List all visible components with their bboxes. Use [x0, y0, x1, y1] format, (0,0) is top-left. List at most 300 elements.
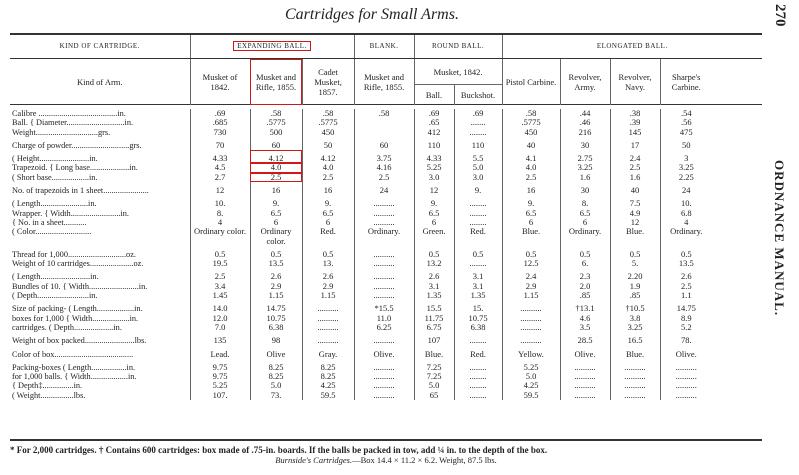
table-cell: 3.8: [610, 314, 660, 323]
table-cell: Ordinary color.: [190, 227, 250, 246]
table-cell: 9.: [502, 195, 560, 208]
table-cell: 0.5: [610, 246, 660, 259]
table-cell: 2.5: [354, 173, 414, 182]
table-cell: 1.15: [250, 291, 302, 300]
table-cell: 3.1: [454, 268, 502, 281]
group-round-ball: ROUND BALL.: [414, 34, 502, 59]
table-cell: ..........: [302, 323, 354, 332]
table-cell: Olive.: [660, 346, 712, 359]
footnote-burnside: Burnside's Cartridges.: [275, 455, 353, 465]
table-cell: 7.0: [190, 323, 250, 332]
table-cell: 16: [250, 182, 302, 195]
table-cell: 13.5: [250, 259, 302, 268]
footnotes: [10, 439, 762, 465]
table-row: [10, 291, 762, 300]
table-cell: .69: [190, 109, 250, 118]
table-cell: 0.5: [414, 246, 454, 259]
table-cell: ..........: [354, 391, 414, 400]
table-cell: Red.: [454, 346, 502, 359]
col-header: Musket of 1842.: [190, 59, 250, 105]
table-cell: 14.0: [190, 300, 250, 313]
table-row: [10, 372, 762, 381]
table-row: [10, 391, 762, 400]
table-cell: Olive.: [560, 346, 610, 359]
row-label: Weight of 10 cartridges.....................oz.: [12, 259, 144, 269]
table-cell: 3.25: [660, 163, 712, 172]
table-row: [10, 314, 762, 323]
table-cell: 450: [302, 128, 354, 137]
row-label: Size of packing- ( Length..................in.: [12, 304, 143, 314]
table-row: [10, 300, 762, 313]
table-cell: ..........: [354, 332, 414, 345]
table-cell: 5.0: [414, 381, 454, 390]
row-label: Weight..............................grs.: [12, 127, 111, 137]
table-cell: ........: [454, 259, 502, 268]
table-cell: 6.5: [414, 209, 454, 218]
table-cell: 0.5: [560, 246, 610, 259]
table-row: [10, 218, 762, 227]
row-label: Color of box......................................: [12, 349, 134, 359]
table-cell: ..........: [502, 300, 560, 313]
col-header: Ball.: [414, 85, 454, 105]
table-cell: ..........: [610, 381, 660, 390]
table-cell: 2.7: [190, 173, 250, 182]
table-cell: 4.1: [502, 150, 560, 163]
table-cell: 2.5: [660, 282, 712, 291]
table-cell: 1.15: [302, 291, 354, 300]
table-cell: Blue.: [502, 227, 560, 246]
row-label: Charge of powder............................grs.: [12, 140, 142, 150]
col-header: Musket and Rifle, 1855.: [354, 59, 414, 105]
row-label: Thread for 1,000............................oz.: [12, 249, 136, 259]
table-cell: 2.5: [190, 268, 250, 281]
table-cell: ..........: [354, 209, 414, 218]
table-cell: Red.: [454, 227, 502, 246]
table-cell: 6: [560, 218, 610, 227]
table-cell: 30: [560, 182, 610, 195]
table-cell: 4.12: [302, 150, 354, 163]
table-cell: 6: [302, 218, 354, 227]
table-cell: ..........: [354, 372, 414, 381]
table-cell: 59.5: [502, 391, 560, 400]
table-cell: Red.: [302, 227, 354, 246]
table-cell: Green.: [414, 227, 454, 246]
table-row: [10, 381, 762, 390]
table-cell: 24: [660, 182, 712, 195]
table-cell: 2.25: [660, 173, 712, 182]
table-cell: 11.0: [354, 314, 414, 323]
table-row: [10, 137, 762, 150]
table-cell: 6.38: [250, 323, 302, 332]
table-cell: 16: [502, 182, 560, 195]
table-cell: ..........: [302, 300, 354, 313]
table-cell: 4.25: [302, 381, 354, 390]
table-cell: ..........: [354, 359, 414, 372]
table-row: [10, 332, 762, 345]
table-cell: Ordinary.: [354, 227, 414, 246]
table-row: [10, 182, 762, 195]
table-cell: Ordinary.: [660, 227, 712, 246]
table-cell: 6.75: [414, 323, 454, 332]
table-cell: 145: [610, 128, 660, 137]
table-cell: 3: [660, 150, 712, 163]
table-cell: 2.6: [302, 268, 354, 281]
table-cell: .5775: [250, 118, 302, 127]
table-cell: ..........: [660, 381, 712, 390]
table-cell: †10.5: [610, 300, 660, 313]
cartridge-table: [10, 33, 762, 400]
table-cell: 3.0: [454, 173, 502, 182]
table-cell: 6.5: [502, 209, 560, 218]
table-row: [10, 259, 762, 268]
table-cell: 2.6: [250, 268, 302, 281]
page-title: Cartridges for Small Arms.: [285, 6, 459, 23]
table-cell: .685: [190, 118, 250, 127]
group-elongated-ball: ELONGATED BALL.: [502, 34, 762, 59]
table-cell: ..........: [502, 323, 560, 332]
table-cell: ........: [454, 128, 502, 137]
side-running-title: ORDNANCE MANUAL.: [772, 160, 787, 317]
table-cell: 28.5: [560, 332, 610, 345]
row-label: Ball. { Diameter............................in.: [12, 118, 134, 128]
table-cell: 6.8: [660, 209, 712, 218]
table-cell: ........: [454, 372, 502, 381]
table-cell: ..........: [502, 332, 560, 345]
table-cell: ..........: [560, 391, 610, 400]
table-cell: 2.3: [560, 268, 610, 281]
table-cell: 6.5: [302, 209, 354, 218]
table-cell: 4.33: [190, 150, 250, 163]
row-label: ( Length.......................in.: [12, 199, 97, 209]
table-cell: 4: [660, 218, 712, 227]
table-cell: 14.75: [660, 300, 712, 313]
table-cell: ........: [454, 391, 502, 400]
table-cell: 9.: [454, 182, 502, 195]
table-cell: .58: [354, 109, 414, 118]
table-cell: ..........: [354, 282, 414, 291]
table-cell: .85: [610, 291, 660, 300]
table-cell: 5.2: [660, 323, 712, 332]
table-cell: .56: [660, 118, 712, 127]
table-cell: 5.0: [454, 163, 502, 172]
table-cell: .58: [302, 109, 354, 118]
group-blank: BLANK.: [354, 34, 414, 59]
table-cell: Blue.: [610, 346, 660, 359]
table-cell: 12.5: [502, 259, 560, 268]
table-cell: 107: [414, 332, 454, 345]
table-cell: ..........: [354, 218, 414, 227]
table-cell: ........: [454, 209, 502, 218]
table-cell: .58: [502, 109, 560, 118]
table-cell: 8.9: [660, 314, 712, 323]
row-label: ( Weight................lbs.: [12, 390, 86, 400]
row-label: ( Length........................in.: [12, 272, 99, 282]
table-cell: ..........: [610, 372, 660, 381]
table-cell: 13.: [302, 259, 354, 268]
table-cell: 0.5: [302, 246, 354, 259]
table-cell: ........: [454, 218, 502, 227]
table-cell: 6: [250, 218, 302, 227]
table-cell: .58: [250, 109, 302, 118]
table-cell: 5.0: [250, 381, 302, 390]
table-cell: ..........: [660, 359, 712, 372]
table-cell: 9.: [250, 195, 302, 208]
page-number: 270: [772, 4, 788, 27]
table-cell: 50: [660, 137, 712, 150]
table-cell: 40: [610, 182, 660, 195]
table-cell: 216: [560, 128, 610, 137]
table-cell: Blue.: [414, 346, 454, 359]
table-cell: .38: [610, 109, 660, 118]
row-label: { Depth‡...............in.: [12, 381, 83, 391]
table-cell: 6.5: [560, 209, 610, 218]
table-cell: 3.1: [414, 282, 454, 291]
table-cell: 475: [660, 128, 712, 137]
table-cell: 59.5: [302, 391, 354, 400]
table-cell: 24: [354, 182, 414, 195]
col-header: Buckshot.: [454, 85, 502, 105]
table-cell: 8.25: [250, 372, 302, 381]
table-cell: 2.6: [414, 268, 454, 281]
table-cell: ..........: [302, 332, 354, 345]
table-cell: 5.25: [502, 359, 560, 372]
table-cell: ........: [454, 359, 502, 372]
table-cell: 5.0: [502, 372, 560, 381]
table-cell: 50: [302, 137, 354, 150]
table-cell: .5775: [302, 118, 354, 127]
table-cell: 2.5: [302, 173, 354, 182]
table-cell: 107.: [190, 391, 250, 400]
footnote-line-1: * For 2,000 cartridges. † Contains 600 cartridges: box made of .75-in. boards. If the balls be packed in tow, add ¼ in. to the depth of the box.: [10, 445, 548, 455]
table-cell: 14.75: [250, 300, 302, 313]
table-cell: 2.6: [660, 268, 712, 281]
table-cell: 19.5: [190, 259, 250, 268]
table-cell: 4.16: [354, 163, 414, 172]
table-cell: 4.9: [610, 209, 660, 218]
table-cell: 6: [502, 218, 560, 227]
table-cell: Olive: [250, 346, 302, 359]
table-row: [10, 150, 762, 163]
table-cell: ..........: [354, 259, 414, 268]
table-cell: 9.: [302, 195, 354, 208]
table-cell: ..........: [354, 246, 414, 259]
table-cell: Gray.: [302, 346, 354, 359]
group-expanding-ball: EXPANDING BALL.: [233, 41, 310, 51]
table-cell: .44: [560, 109, 610, 118]
row-label: Packing-boxes ( Length.................in.: [12, 362, 136, 372]
table-cell: 16.5: [610, 332, 660, 345]
table-cell: 3.0: [414, 173, 454, 182]
table-cell: 10.75: [250, 314, 302, 323]
table-cell: 1.1: [660, 291, 712, 300]
table-cell: 6: [414, 218, 454, 227]
table-cell: 0.5: [190, 246, 250, 259]
table-cell: .......: [454, 118, 502, 127]
row-label: ( Short base..................in.: [12, 172, 98, 182]
table-cell: ........: [454, 332, 502, 345]
table-cell: 1.15: [502, 291, 560, 300]
table-cell: ........: [454, 381, 502, 390]
table-cell: 13.5: [660, 259, 712, 268]
table-cell: 2.0: [560, 282, 610, 291]
table-cell: 2.5: [610, 163, 660, 172]
table-cell: 7.25: [414, 359, 454, 372]
group-kind-of-cartridge: KIND OF CARTRIDGE.: [10, 34, 190, 59]
table-cell: .85: [560, 291, 610, 300]
table-row: [10, 195, 762, 208]
table-cell: 73.: [250, 391, 302, 400]
table-cell: 2.20: [610, 268, 660, 281]
row-label: Calibre ......................................in.: [12, 109, 126, 118]
table-row: [10, 209, 762, 218]
table-cell: Ordinary.: [560, 227, 610, 246]
row-label: ( Depth.........................in.: [12, 291, 98, 301]
table-cell: 8.: [190, 209, 250, 218]
table-cell: 1.35: [414, 291, 454, 300]
table-cell: 3.4: [190, 282, 250, 291]
table-row: [10, 163, 762, 172]
table-cell: 2.4: [502, 268, 560, 281]
table-cell: 4.0: [502, 163, 560, 172]
table-cell: 2.4: [610, 150, 660, 163]
table-cell: 6.: [560, 259, 610, 268]
table-cell: 0.5: [454, 246, 502, 259]
table-row: [10, 282, 762, 291]
table-cell: 110: [414, 137, 454, 150]
table-cell: 2.9: [302, 282, 354, 291]
table-cell: 3.1: [454, 282, 502, 291]
table-cell: 4.5: [190, 163, 250, 172]
table-cell: 10.75: [454, 314, 502, 323]
table-cell: 1.9: [610, 282, 660, 291]
table-cell: 2.5: [502, 173, 560, 182]
row-label: Weight of box packed........................lbs.: [12, 336, 147, 346]
table-cell: 10.: [660, 195, 712, 208]
table-row: [10, 246, 762, 259]
table-cell: 4.33: [414, 150, 454, 163]
table-cell: 60: [354, 137, 414, 150]
table-cell: 8.25: [302, 372, 354, 381]
table-cell: ..........: [302, 314, 354, 323]
table-cell: 15.5: [414, 300, 454, 313]
footnote-line-2: [10, 455, 762, 465]
table-cell: 10.: [190, 195, 250, 208]
table-cell: 6.25: [354, 323, 414, 332]
table-row: [10, 109, 762, 118]
table-cell: 12: [414, 182, 454, 195]
table-cell: 8.25: [302, 359, 354, 372]
table-cell: Blue.: [610, 227, 660, 246]
table-cell: 4.25: [502, 381, 560, 390]
col-header: Cadet Musket, 1857.: [302, 59, 354, 105]
table-cell: ..........: [354, 291, 414, 300]
col-header: Revolver, Army.: [560, 59, 610, 105]
table-cell: ..........: [354, 195, 414, 208]
table-cell: 12: [190, 182, 250, 195]
table-cell: Lead.: [190, 346, 250, 359]
table-cell: 0.5: [660, 246, 712, 259]
row-label: boxes for 1,000 { Width..................in.: [12, 313, 139, 323]
table-cell: ..........: [354, 268, 414, 281]
table-cell: 9.75: [190, 359, 250, 372]
row-label: ( Height........................in.: [12, 154, 98, 164]
table-cell: ..........: [354, 381, 414, 390]
table-cell: 1.45: [190, 291, 250, 300]
table-cell: ..........: [610, 391, 660, 400]
table-cell: 6.5: [250, 209, 302, 218]
table-row: [10, 227, 762, 246]
table-row: [10, 346, 762, 359]
table-cell: ........: [454, 195, 502, 208]
table-cell: †13.1: [560, 300, 610, 313]
table-cell: Ordinary color.: [250, 227, 302, 246]
col-header-highlighted: Musket and Rifle, 1855.: [250, 59, 302, 105]
table-cell: 3.25: [610, 323, 660, 332]
table-cell: 12.0: [190, 314, 250, 323]
table-row: [10, 268, 762, 281]
footnote-burnside-dims: —Box 14.4 × 11.2 × 6.2. Weight, 87.5 lbs.: [352, 455, 497, 465]
table-cell: 4.0: [250, 163, 302, 172]
table-cell: 5.5: [454, 150, 502, 163]
table-cell: 5.25: [190, 381, 250, 390]
table-cell: 65: [414, 391, 454, 400]
row-label: for 1,000 balls. { Width..................in.: [12, 372, 137, 382]
table-cell: 2.5: [250, 173, 302, 182]
table-cell: 12: [610, 218, 660, 227]
table-cell: ..........: [660, 391, 712, 400]
table-cell: 8.: [560, 195, 610, 208]
table-cell: 3.25: [560, 163, 610, 172]
row-label: Bundles of 10. { Width........................in.: [12, 281, 148, 291]
table-cell: 500: [250, 128, 302, 137]
table-row: [10, 173, 762, 182]
table-cell: 1.35: [454, 291, 502, 300]
table-cell: 5.: [610, 259, 660, 268]
row-label: cartridges. ( Depth...................in.: [12, 322, 122, 332]
table-cell: 15.: [454, 300, 502, 313]
table-cell: *15.5: [354, 300, 414, 313]
table-cell: 730: [190, 128, 250, 137]
table-cell: .69: [414, 109, 454, 118]
table-cell: 30: [560, 137, 610, 150]
col-header: Sharpe's Carbine.: [660, 59, 712, 105]
table-body: [10, 109, 762, 400]
table-cell: 78.: [660, 332, 712, 345]
table-cell: 9.75: [190, 372, 250, 381]
table-cell: .69: [454, 109, 502, 118]
table-cell: 1.6: [610, 173, 660, 182]
col-header: Pistol Carbine.: [502, 59, 560, 105]
table-cell: ..........: [610, 359, 660, 372]
table-cell: 2.75: [560, 150, 610, 163]
table-cell: .5775: [502, 118, 560, 127]
table-cell: Yellow.: [502, 346, 560, 359]
table-cell: 5.25: [414, 163, 454, 172]
col-header: Revolver, Navy.: [610, 59, 660, 105]
table-cell: 450: [502, 128, 560, 137]
table-cell: 4.6: [560, 314, 610, 323]
table-cell: 70: [190, 137, 250, 150]
table-cell: 412: [414, 128, 454, 137]
row-label: ( Color...........................: [12, 227, 92, 237]
row-label: No. of trapezoids in 1 sheet......................: [12, 186, 149, 196]
table-row: [10, 118, 762, 127]
table-cell: 13.2: [414, 259, 454, 268]
table-row: [10, 359, 762, 372]
table-cell: 0.5: [502, 246, 560, 259]
table-cell: .54: [660, 109, 712, 118]
table-cell: 17: [610, 137, 660, 150]
